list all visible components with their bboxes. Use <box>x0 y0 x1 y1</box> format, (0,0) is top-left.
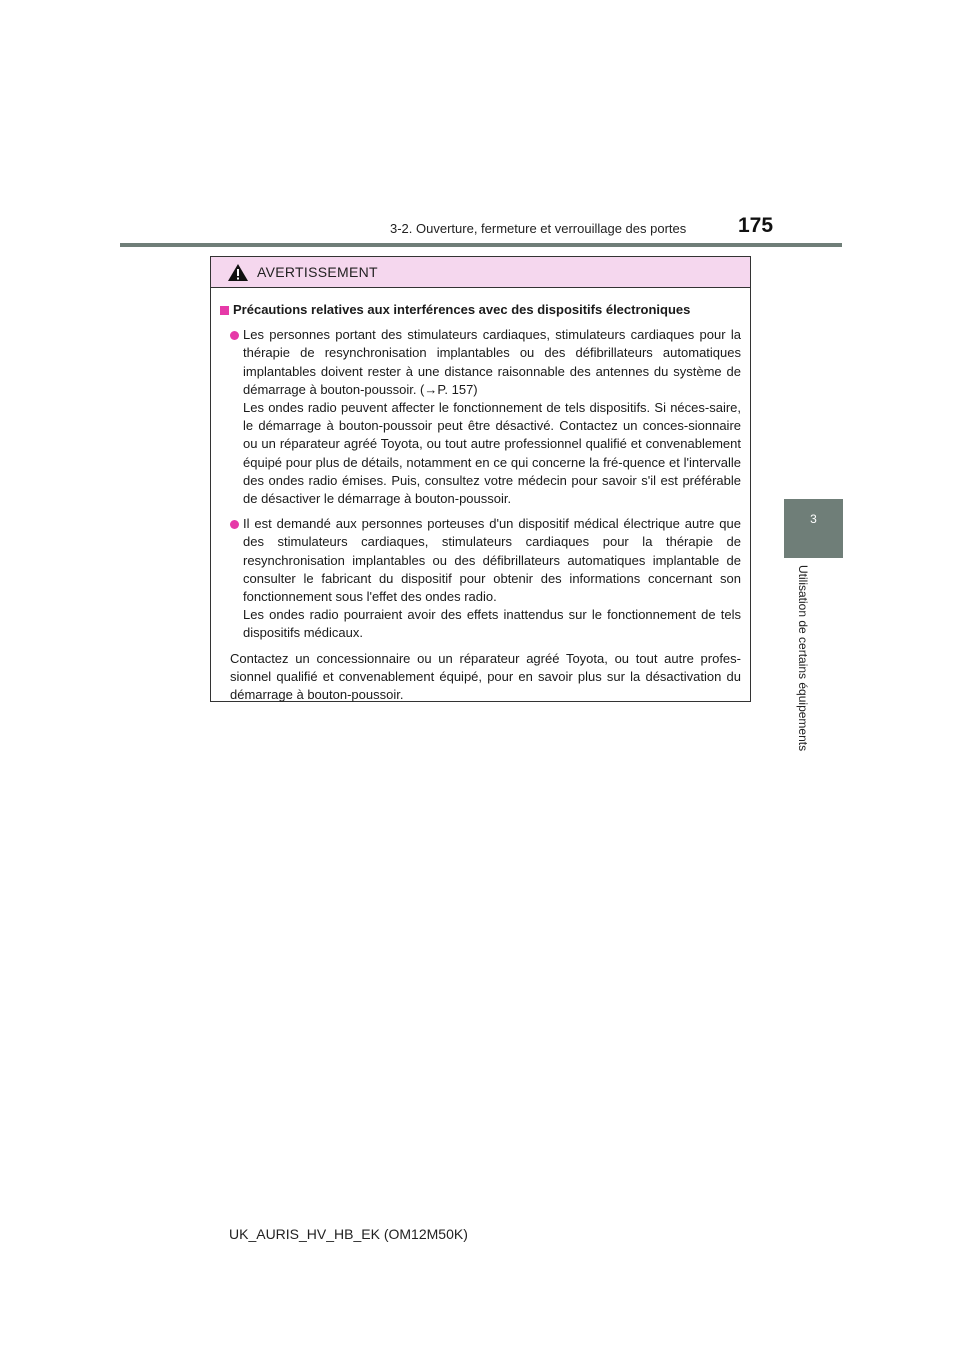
chapter-number: 3 <box>810 512 817 526</box>
document-code: UK_AURIS_HV_HB_EK (OM12M50K) <box>229 1226 468 1242</box>
chapter-tab <box>784 499 843 558</box>
warning-header <box>211 257 750 288</box>
warning-subheading <box>220 301 741 319</box>
warning-triangle-icon <box>227 263 249 282</box>
subheading-text: Précautions relatives aux interférences avec des dispositifs électroniques <box>233 302 691 317</box>
closing-paragraph: Contactez un concessionnaire ou un réparateur agréé Toyota, ou tout autre profes-sionnel qualifié et convenablement équipé, pour en savoir plus sur la désactivation du démarrage à bouton-poussoir. <box>230 650 741 703</box>
bullet-paragraph: Les ondes radio peuvent affecter le fonctionnement de tels dispositifs. Si néces-saire, le démarrage à bouton-poussoir peut être désactivé. Contactez un conces-sionnaire ou un réparateur agréé Toyota, ou tout autre professionnel qualifié et convenablement équipé pour plus de détails, notamment en ce qui concerne la fré-quence et l'intervalle des ondes radio émises. Puis, consultez votre médecin pour savoir s'il est préférable de désactiver le démarrage à bouton-poussoir. <box>243 400 741 507</box>
chapter-label: Utilisation de certains équipements <box>796 565 810 752</box>
bullet-item <box>220 326 741 508</box>
warning-title: AVERTISSEMENT <box>257 264 378 280</box>
bullet-paragraph: Les ondes radio pourraient avoir des effets inattendus sur le fonctionnement de tels dispositifs médicaux. <box>243 607 741 641</box>
page-number: 175 <box>738 214 774 237</box>
round-bullet-icon <box>230 520 239 529</box>
bullet-paragraph: Les personnes portant des stimulateurs cardiaques, stimulateurs cardiaques pour la thérapie de resynchronisation implantables ou des défibrillateurs automatiques implantables doivent rester à une distance raisonnable des antennes du système de démarrage à bouton-poussoir. (→P. 157) <box>243 327 741 397</box>
round-bullet-icon <box>230 331 239 340</box>
warning-box <box>210 256 751 702</box>
header-divider <box>120 243 842 247</box>
section-title: 3-2. Ouverture, fermeture et verrouillage des portes <box>390 221 687 236</box>
warning-body <box>211 288 750 704</box>
bullet-paragraph: Il est demandé aux personnes porteuses d'un dispositif médical électrique autre que des stimulateurs cardiaques, stimulateurs cardiaques pour la thérapie de resynchronisation implantables ou des défibrillateurs automatiques implantable de consulter le fabricant du dispositif pour obtenir des informations concernant son fonctionnement sous l'effet des ondes radio. <box>243 516 741 605</box>
square-bullet-icon <box>220 306 229 315</box>
bullet-item <box>220 515 741 642</box>
